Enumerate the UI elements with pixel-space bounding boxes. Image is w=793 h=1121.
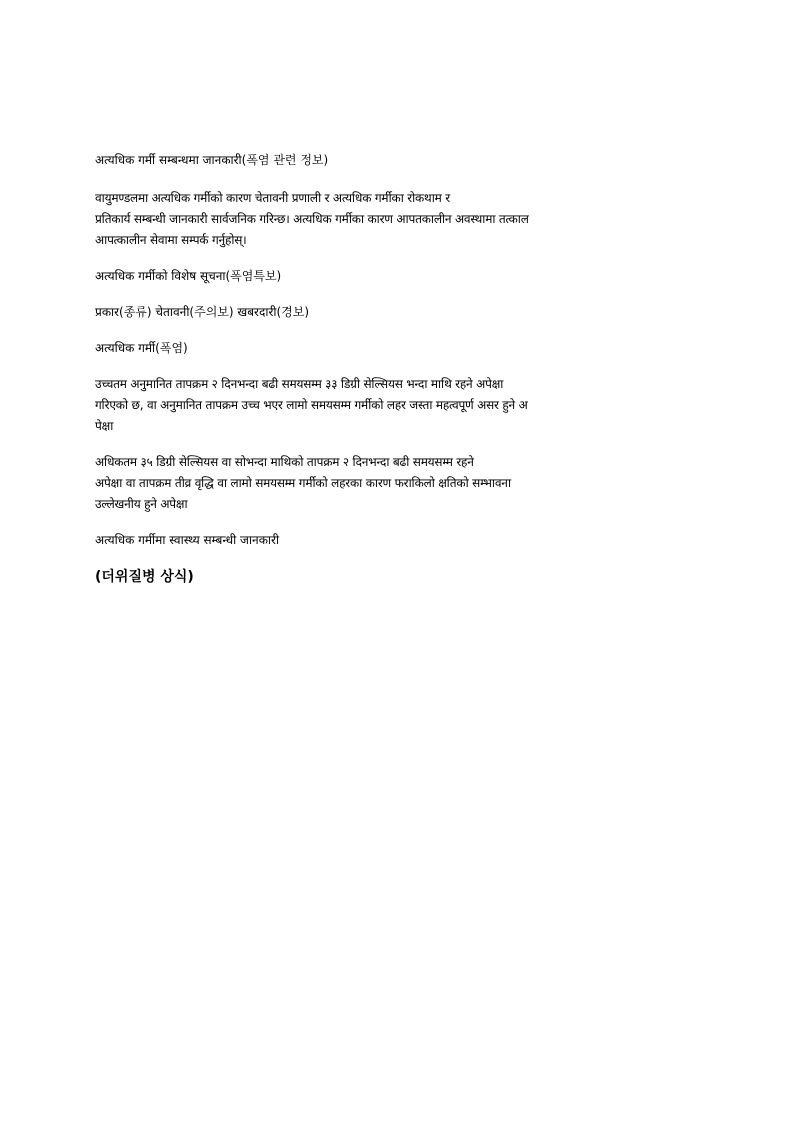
paragraph-intro xyxy=(95,188,707,251)
heading-health-info: अत्यधिक गर्मीमा स्वास्थ्य सम्बन्धी जानकारी xyxy=(95,533,280,547)
document-page xyxy=(95,150,707,588)
heading-heatwave-info: अत्यधिक गर्मी सम्बन्धमा जानकारी(폭염 관련 정보) xyxy=(95,153,329,167)
paragraph-line: पेक्षा xyxy=(95,419,114,433)
paragraph-line: प्रतिकार्य सम्बन्धी जानकारी सार्वजनिक गरिन्छ। अत्यधिक गर्मीका कारण आपतकालीन अवस्थामा तत्काल xyxy=(95,212,529,226)
heading-special-alert: अत्यधिक गर्मीको विशेष सूचना(폭염특보) xyxy=(95,269,282,283)
paragraph-line: अधिकतम ३५ डिग्री सेल्सियस वा सोभन्दा माथिको तापक्रम २ दिनभन्दा बढी समयसम्म रहने xyxy=(95,455,474,469)
heading-heat-illness: (더위질병 상식) xyxy=(95,569,194,585)
paragraph-line: गरिएको छ, वा अनुमानित तापक्रम उच्च भएर लामो समयसम्म गर्मीको लहर जस्ता महत्वपूर्ण असर हुने अ xyxy=(95,398,528,412)
paragraph-line: आपत्कालीन सेवामा सम्पर्क गर्नुहोस्। xyxy=(95,233,247,247)
paragraph-line: वायुमण्डलमा अत्यधिक गर्मीको कारण चेतावनी प्रणाली र अत्यधिक गर्मीका रोकथाम र xyxy=(95,191,450,205)
paragraph-line: उल्लेखनीय हुने अपेक्षा xyxy=(95,497,188,511)
heading-heatwave: अत्यधिक गर्मी(폭염) xyxy=(95,341,188,355)
paragraph-advisory xyxy=(95,374,707,437)
paragraph-warning xyxy=(95,452,707,515)
paragraph-line: अपेक्षा वा तापक्रम तीव्र वृद्धि वा लामो समयसम्म गर्मीको लहरका कारण फराकिलो क्षतिको सम्भावना xyxy=(95,476,511,490)
paragraph-line: उच्चतम अनुमानित तापक्रम २ दिनभन्दा बढी समयसम्म ३३ डिग्री सेल्सियस भन्दा माथि रहने अपेक्षा xyxy=(95,377,504,391)
heading-alert-types: प्रकार(종류) चेतावनी(주의보) खबरदारी(경보) xyxy=(95,305,310,319)
